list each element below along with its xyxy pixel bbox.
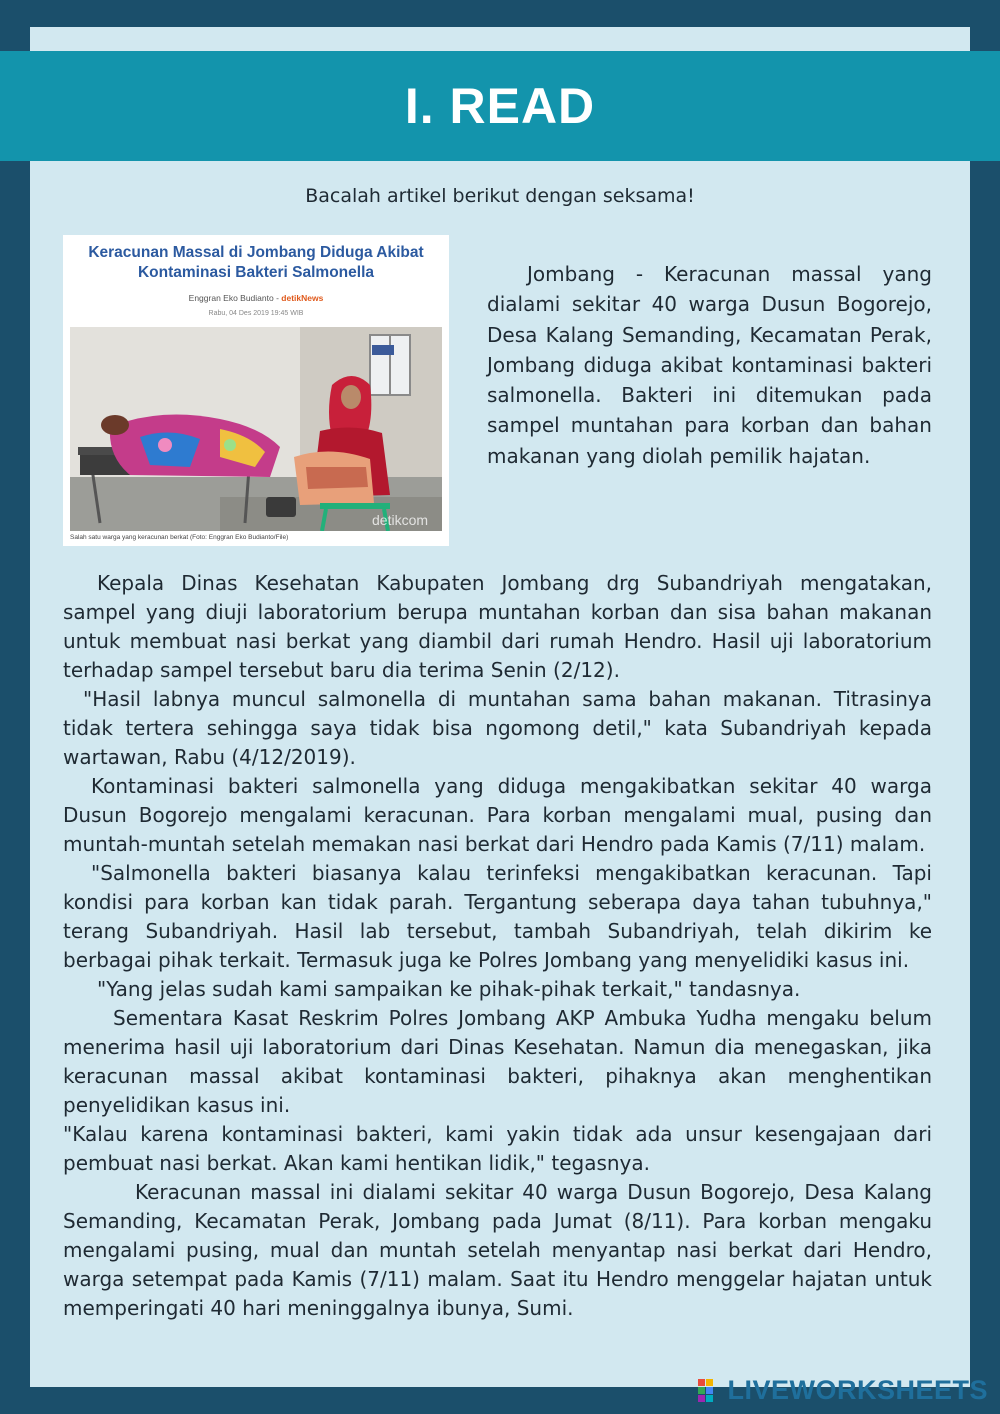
paragraph-text: "Hasil labnya muncul salmonella di muntahan sama bahan makanan. Titrasinya tidak tertera sehingga saya tidak bisa ngomong detil," kata Subandriyah kepada wartawan, Rabu (4/12/2019). [63, 687, 932, 769]
paragraph-text: Kontaminasi bakteri salmonella yang diduga mengakibatkan sekitar 40 warga Dusun Bogorejo mengalami keracunan. Para korban mengalami mual, pusing dan muntah-muntah setelah memakan nasi berkat dari Hendro pada Kamis (7/11) malam. [63, 774, 932, 856]
paragraph-text: Sementara Kasat Reskrim Polres Jombang AKP Ambuka Yudha mengaku belum menerima hasil uji laboratorium dari Dinas Kesehatan. Namun dia menegaskan, jika keracunan massal akibat kontaminasi bakteri, pihaknya akan menghentikan penyelidikan kasus ini. [63, 1006, 932, 1117]
headline-line-1: Keracunan Massal di Jombang Diduga Akibat [88, 244, 424, 261]
clipping-headline [63, 243, 449, 283]
article-paragraph [63, 859, 932, 975]
article-paragraph [63, 1120, 932, 1178]
article-paragraph [63, 1178, 932, 1323]
article-paragraph [63, 975, 932, 1004]
photo-watermark: detikcom [372, 512, 429, 528]
publish-date: Rabu, 04 Des 2019 19:45 WIB [208, 310, 304, 317]
news-photo [70, 327, 442, 531]
article-body [63, 569, 932, 1323]
article-lead [487, 259, 932, 471]
section-title: I. READ [404, 78, 596, 134]
instruction-text: Bacalah artikel berikut dengan seksama! [305, 185, 695, 207]
paragraph-text: Kepala Dinas Kesehatan Kabupaten Jombang drg Subandriyah mengatakan, sampel yang diuji laboratorium berupa muntahan korban dan sisa bahan makanan untuk membuat nasi berkat yang diambil dari rumah Hendro. Hasil uji laboratorium terhadap sampel tersebut baru dia terima Senin (2/12). [63, 571, 932, 682]
clipping-byline [63, 293, 449, 303]
news-source: detikNews [281, 293, 324, 303]
paragraph-text: "Salmonella bakteri biasanya kalau terinfeksi mengakibatkan keracunan. Tapi kondisi para korban kan tidak parah. Tergantung seberapa daya tahan tubuhnya," terang Subandriyah. Hasil lab tersebut, tambah Subandriyah, telah dikirim ke berbagai pihak terkait. Termasuk juga ke Polres Jombang yang menyelidiki kasus ini. [63, 861, 932, 972]
paragraph-text: Keracunan massal ini dialami sekitar 40 warga Dusun Bogorejo, Desa Kalang Semanding, Kecamatan Perak, Jombang pada Jumat (8/11). Para korban mengaku mengalami pusing, mual dan muntah setelah menyantap nasi berkat dari Hendro, warga setempat pada Kamis (7/11) malam. Saat itu Hendro menggelar hajatan untuk memperingati 40 hari meninggalnya ibunya, Sumi. [63, 1180, 932, 1320]
paragraph-text: "Yang jelas sudah kami sampaikan ke pihak-pihak terkait," tandasnya. [97, 977, 801, 1001]
headline-line-2: Kontaminasi Bakteri Salmonella [137, 264, 375, 281]
article-paragraph [63, 569, 932, 685]
paragraph-text: "Kalau karena kontaminasi bakteri, kami yakin tidak ada unsur kesengajaan dari pembuat nasi berkat. Akan kami hentikan lidik," tegasnya. [63, 1122, 932, 1175]
lead-text: Jombang - Keracunan massal yang dialami sekitar 40 warga Dusun Bogorejo, Desa Kalang Semanding, Kecamatan Perak, Jombang diduga akibat kontaminasi bakteri salmonella. Bakteri ini ditemukan pada sampel muntahan para korban dan bahan makanan yang diolah pemilik hajatan. [487, 262, 932, 468]
article-paragraph [63, 685, 932, 772]
news-clipping [63, 235, 449, 546]
liveworksheets-watermark [697, 1375, 988, 1406]
watermark-text: LIVEWORKSHEETS [727, 1375, 988, 1405]
article-paragraph [63, 1004, 932, 1120]
liveworksheets-logo-icon [697, 1378, 723, 1404]
article-paragraph [63, 772, 932, 859]
author-name: Enggran Eko Budianto - [188, 293, 279, 303]
photo-caption: Salah satu warga yang keracunan berkat (Foto: Enggran Eko Budianto/File) [70, 534, 289, 541]
section-banner [0, 51, 1000, 161]
